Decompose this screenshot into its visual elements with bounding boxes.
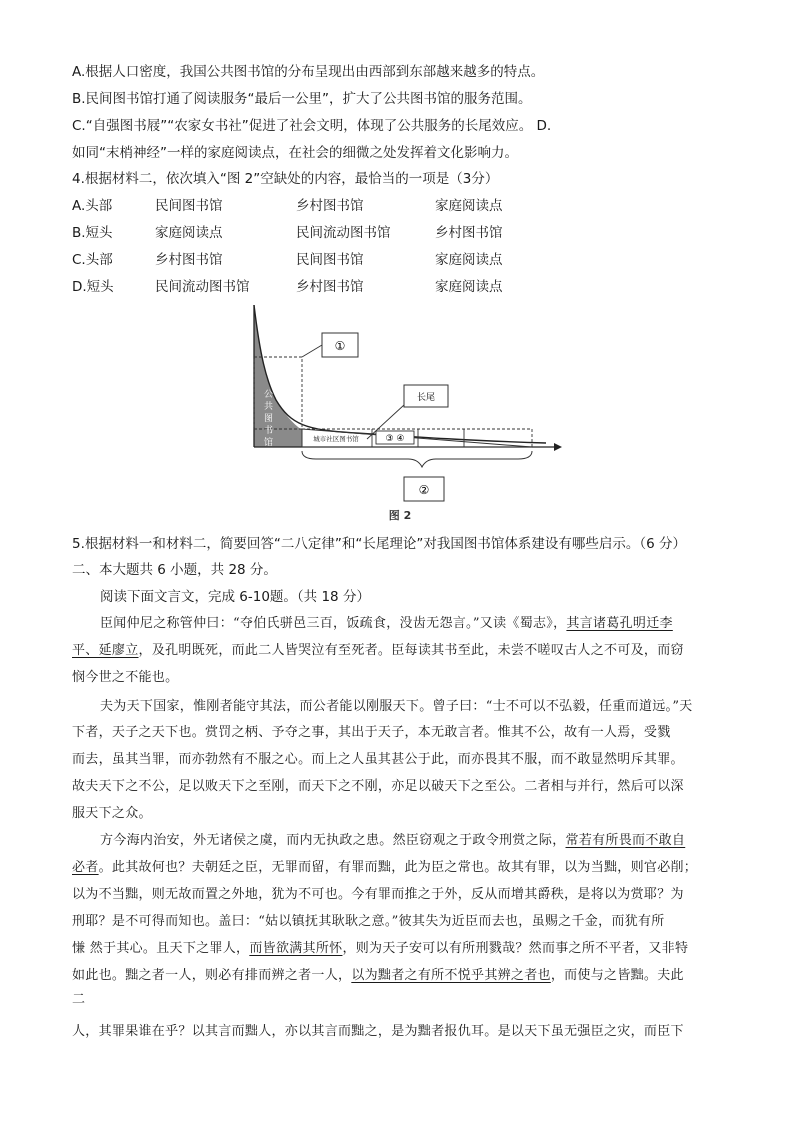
option-d: 如同“末梢神经”一样的家庭阅读点，在社会的细微之处发挥着文化影响力。 bbox=[72, 145, 518, 161]
underlined-phrase-1: 其言诸葛孔明迁李 bbox=[566, 616, 673, 631]
q4-b-1: 家庭阅读点 bbox=[155, 225, 223, 241]
passage-line-4: 夫为天下国家，惟刚者能守其法，而公者能以刚服天下。曾子曰：“士不可以不弘毅，任重而道远。”天 bbox=[100, 699, 693, 714]
passage-line-11: 以为不当黜，则无故而置之外地，犹为不可也。今有罪而推之于外，反从而增其爵秩，是将以为赏耶？为 bbox=[72, 887, 684, 902]
q4-c-label: C.头部 bbox=[72, 252, 113, 268]
passage-line-6: 而去，虽其当罪，而亦勃然有不服之心。而上之人虽其甚公于此，而亦畏其不服，而不敢显然明斥其罪。 bbox=[72, 752, 684, 767]
passage-text: ，则为天子安可以有所刑戮哉？然而事之所不平者，又非特 bbox=[342, 941, 689, 956]
passage-line-1 bbox=[100, 614, 673, 634]
passage-text: 方今海内治安，外无诸侯之虞，而内无执政之患。然臣窃观之于政令刑赏之际， bbox=[100, 833, 566, 848]
label-public-library bbox=[264, 389, 273, 448]
x-axis-arrow bbox=[554, 443, 562, 451]
q4-a-label: A.头部 bbox=[72, 198, 113, 214]
q4-b-3: 乡村图书馆 bbox=[435, 225, 503, 241]
passage-line-15: 二 bbox=[72, 992, 86, 1007]
q4-a-2: 乡村图书馆 bbox=[296, 198, 364, 214]
q5-stem: 5.根据材料一和材料二，简要回答“二八定律”和“长尾理论”对我国图书馆体系建设有哪些启示。（6 分） bbox=[72, 536, 686, 552]
q4-d-2: 乡村图书馆 bbox=[296, 279, 364, 295]
label-public-char-3: 图 bbox=[264, 414, 274, 424]
q4-b-label: B.短头 bbox=[72, 225, 113, 241]
underlined-phrase-2b: 必者 bbox=[72, 860, 99, 875]
passage-line-7: 故夫天下之不公，足以败天下之至刚，而天下之不刚，亦足以破天下之至公。二者相与并行，然后可以深 bbox=[72, 779, 684, 794]
q4-stem: 4.根据材料二，依次填入“图 2”空缺处的内容，最恰当的一项是（3分） bbox=[72, 171, 499, 187]
q4-a-3: 家庭阅读点 bbox=[435, 198, 503, 214]
label-changwei: 长尾 bbox=[416, 393, 436, 403]
option-c: C.“自强图书屐”“农家女书社”促进了社会文明，体现了公共服务的长尾效应。 D. bbox=[72, 118, 552, 134]
label-public-char-1: 公 bbox=[264, 390, 274, 400]
q4-a-1: 民间图书馆 bbox=[155, 198, 223, 214]
label-3-4: ③ ④ bbox=[385, 434, 405, 444]
passage-text: 臣闻仲尼之称管仲曰：“夺伯氏骈邑三百，饭疏食，没齿无怨言。”又读《蜀志》， bbox=[100, 616, 567, 631]
passage-text: 慊 然于其心。且天下之罪人， bbox=[72, 941, 250, 956]
long-tail-diagram bbox=[236, 305, 566, 525]
passage-line-5: 下者，天子之天下也。赏罚之柄、予夺之事，其出于天子，本无敢言者。惟其不公，故有一人焉，受戮 bbox=[72, 725, 671, 740]
q4-b-2: 民间流动图书馆 bbox=[296, 225, 391, 241]
passage-line-8: 服天下之众。 bbox=[72, 806, 152, 821]
tail-brace bbox=[302, 451, 532, 467]
q4-d-label: D.短头 bbox=[72, 279, 114, 295]
passage-line-9 bbox=[100, 831, 685, 851]
section-2-header: 二、本大题共 6 小题，共 28 分。 bbox=[72, 562, 277, 578]
label-2: ② bbox=[418, 483, 430, 497]
label-public-char-4: 书 bbox=[264, 426, 274, 436]
q4-c-3: 家庭阅读点 bbox=[435, 252, 503, 268]
q4-c-2: 民间图书馆 bbox=[296, 252, 364, 268]
underlined-phrase-2: 常若有所畏而不敢自 bbox=[565, 833, 686, 848]
label-community: 城市社区图书馆 bbox=[313, 435, 359, 443]
passage-text: 。此其故何也？夫朝廷之臣，无罪而留，有罪而黜，此为臣之常也。故其有罪，以为当黜，则官必削； bbox=[98, 860, 698, 875]
option-b: B.民间图书馆打通了阅读服务“最后一公里”，扩大了公共图书馆的服务范围。 bbox=[72, 91, 532, 107]
q4-d-1: 民间流动图书馆 bbox=[155, 279, 250, 295]
label-public-char-2: 共 bbox=[264, 402, 274, 412]
passage-line-16: 人，其罪果谁在乎？以其言而黜人，亦以其言而黜之，是为黜者报仇耳。是以天下虽无强臣之灾，而臣下 bbox=[72, 1024, 684, 1039]
label-1: ① bbox=[334, 339, 346, 353]
passage-line-14 bbox=[72, 966, 684, 986]
passage-text: ，而使与之皆黜。夫此 bbox=[550, 968, 684, 983]
underlined-phrase-1b: 平、延廖立 bbox=[72, 643, 139, 658]
passage-text: ，及孔明既死，而此二人皆哭泣有至死者。臣每读其书至此，未尝不嗟叹古人之不可及，而窃 bbox=[138, 643, 684, 658]
passage-line-3: 悯今世之不能也。 bbox=[72, 670, 179, 685]
passage-text: 如此也。黜之者一人，则必有排而辨之者一人， bbox=[72, 968, 352, 983]
callout-1-line bbox=[302, 345, 322, 357]
figure-caption: 图 2 bbox=[388, 509, 412, 522]
q4-d-3: 家庭阅读点 bbox=[435, 279, 503, 295]
label-public-char-5: 馆 bbox=[264, 438, 274, 448]
passage-line-10 bbox=[72, 858, 697, 878]
passage-line-13 bbox=[72, 939, 688, 959]
underlined-phrase-4: 以为黜者之有所不悦乎其辨之者也 bbox=[351, 968, 551, 983]
passage-line-12: 刑耶？是不可得而知也。盖曰：“姑以镇抚其耿耿之意。”彼其失为近臣而去也，虽赐之千金，而犹有所 bbox=[72, 914, 665, 929]
option-a: A.根据人口密度，我国公共图书馆的分布呈现出由西部到东部越来越多的特点。 bbox=[72, 64, 545, 80]
reading-intro: 阅读下面文言文，完成 6-10题。（共 18 分） bbox=[100, 589, 370, 605]
long-tail-curve bbox=[254, 305, 546, 443]
head-area bbox=[254, 305, 302, 447]
q4-c-1: 乡村图书馆 bbox=[155, 252, 223, 268]
underlined-phrase-3: 而皆欲满其所怀 bbox=[249, 941, 343, 956]
passage-line-2 bbox=[72, 641, 684, 661]
